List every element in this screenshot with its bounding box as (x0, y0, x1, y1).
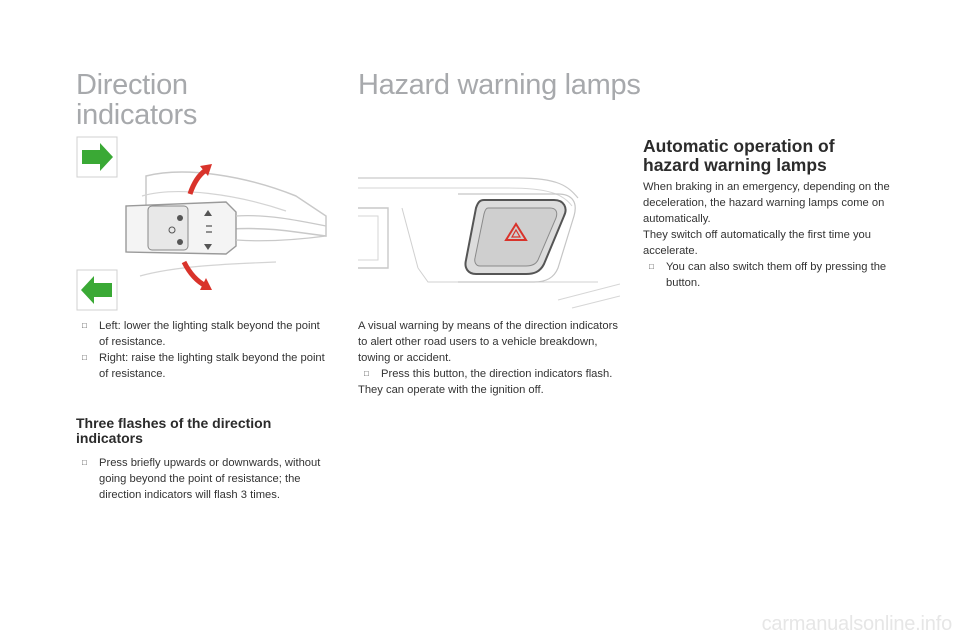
hazard-description (358, 318, 620, 398)
left-bullet (76, 318, 326, 350)
direction-indicators-title (76, 70, 197, 130)
watermark: carmanualsonline.info (761, 613, 952, 635)
hazard-button-illustration (358, 172, 620, 312)
checkbox-bullet-icon: □ (82, 353, 87, 362)
hazard-warning-button (465, 200, 565, 274)
subtitle-line-1: Automatic operation of (643, 136, 835, 156)
flash-bullet-text: Press briefly upwards or downwards, without going beyond the point of resistance; the direction indicators will flash 3 times. (99, 457, 321, 501)
title-line-1: Direction (76, 69, 188, 101)
lighting-stalk-illustration (76, 136, 336, 312)
green-right-arrow-icon (77, 137, 117, 177)
flash-bullet (76, 455, 326, 503)
checkbox-bullet-icon: □ (82, 321, 87, 330)
checkbox-bullet-icon: □ (82, 458, 87, 467)
stalk-instructions (76, 318, 326, 382)
title-line-2: indicators (76, 99, 198, 131)
hazard-bullet-text: Press this button, the direction indicators flash. (381, 368, 613, 380)
green-left-arrow-icon (77, 270, 117, 310)
automatic-operation-text (643, 179, 905, 291)
automatic-operation-subtitle (643, 137, 835, 175)
hazard-warning-title: Hazard warning lamps (358, 69, 641, 101)
auto-para-2: They switch off automatically the first time you accelerate. (643, 229, 871, 257)
checkbox-bullet-icon: □ (364, 369, 369, 378)
subtitle-line-2: hazard warning lamps (643, 155, 827, 175)
three-flashes-subtitle: Three flashes of the direction indicators (76, 415, 272, 446)
auto-para-1: When braking in an emergency, depending on the deceleration, the hazard warning lamps come on automatically. (643, 181, 890, 225)
left-bullet-text: Left: lower the lighting stalk beyond the point of resistance. (99, 320, 320, 348)
checkbox-bullet-icon: □ (649, 262, 654, 271)
auto-bullet-text: You can also switch them off by pressing the button. (666, 261, 887, 289)
hazard-bullet (358, 366, 620, 382)
hazard-para-1: A visual warning by means of the direction indicators to alert other road users to a vehicle breakdown, towing or accident. (358, 320, 618, 364)
three-flashes-instructions (76, 455, 326, 503)
right-bullet (76, 350, 326, 382)
auto-bullet (643, 259, 905, 291)
right-bullet-text: Right: raise the lighting stalk beyond the point of resistance. (99, 352, 325, 380)
hazard-para-2: They can operate with the ignition off. (358, 384, 544, 396)
